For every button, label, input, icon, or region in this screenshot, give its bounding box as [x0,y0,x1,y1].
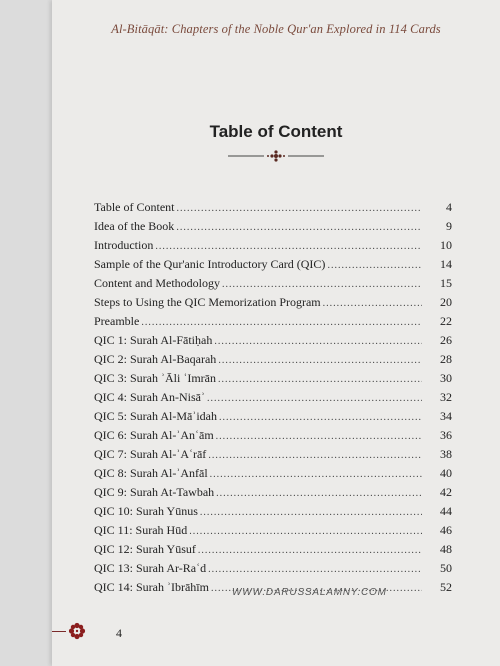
toc-entry [94,409,452,428]
toc-entry [94,466,452,485]
toc-entry [94,428,452,447]
dot-leader [189,526,422,537]
flower-icon [68,622,86,640]
toc-entry [94,542,452,561]
dot-leader [210,469,422,480]
dot-leader [207,393,422,404]
toc-entry-page: 30 [440,371,452,385]
dot-leader [216,488,422,499]
toc-entry-page: 42 [440,485,452,499]
toc-entry-title: QIC 4: Surah An-Nisāʾ [94,390,205,404]
toc-entry [94,314,452,333]
toc-entry-page: 20 [440,295,452,309]
toc-entry [94,257,452,276]
toc-entry [94,523,452,542]
dot-leader [218,355,422,366]
toc-entry [94,219,452,238]
running-head: Al-Bitāqāt: Chapters of the Noble Qur'an Explored in 114 Cards [111,22,441,36]
dot-leader [214,336,422,347]
dot-leader [216,431,422,442]
toc-entry-title: Content and Methodology [94,276,220,290]
toc-entry-title: QIC 9: Surah At-Tawbah [94,485,215,499]
toc-entry [94,504,452,523]
dot-leader [327,260,422,271]
page-number: 4 [116,626,122,640]
toc-entry [94,200,452,219]
toc-entry-page: 50 [440,561,452,575]
dot-leader [323,298,422,309]
dot-leader [208,564,422,575]
toc-entry-page: 52 [440,580,452,594]
toc-entry-title: QIC 14: Surah ʾIbrāhīm [94,580,209,594]
floral-divider-icon [228,150,324,162]
toc-entry-title: Sample of the Qur'anic Introductory Card (QIC) [94,257,326,271]
toc-entry-title: Introduction [94,238,154,252]
toc-entry [94,238,452,257]
toc-entry-title: Preamble [94,314,140,328]
table-of-contents [94,200,452,599]
toc-entry-page: 36 [440,428,452,442]
dot-leader [176,222,422,233]
toc-entry [94,333,452,352]
toc-entry [94,352,452,371]
toc-entry-page: 48 [440,542,452,556]
toc-entry-page: 32 [440,390,452,404]
toc-entry-page: 40 [440,466,452,480]
footer-rule [52,631,66,632]
toc-entry-title: QIC 11: Surah Hūd [94,523,188,537]
toc-entry-page: 38 [440,447,452,461]
toc-entry-title: QIC 5: Surah Al-Māʾidah [94,409,217,423]
toc-entry-page: 15 [440,276,452,290]
dot-leader [219,412,422,423]
page-title: Table of Content [209,122,343,141]
toc-entry-page: 22 [440,314,452,328]
watermark-text: WWW.DARUSSALAMNY.COM [232,587,387,598]
toc-entry-title: QIC 7: Surah Al-ʾAʿrāf [94,447,207,461]
dot-leader [200,507,422,518]
toc-entry-title: QIC 12: Surah Yūsuf [94,542,196,556]
toc-entry-page: 26 [440,333,452,347]
toc-entry-title: Steps to Using the QIC Memorization Program [94,295,321,309]
dot-leader [222,279,422,290]
dot-leader [198,545,422,556]
toc-entry-title: QIC 3: Surah ʾĀli ʿImrān [94,371,216,385]
toc-entry [94,485,452,504]
toc-entry-title: Table of Content [94,200,175,214]
dot-leader [208,450,422,461]
toc-entry-page: 34 [440,409,452,423]
toc-entry-page: 10 [440,238,452,252]
dot-leader [218,374,422,385]
toc-entry-title: QIC 13: Surah Ar-Raʿd [94,561,207,575]
toc-entry [94,371,452,390]
toc-entry-page: 28 [440,352,452,366]
toc-entry-title: QIC 8: Surah Al-ʾAnfāl [94,466,208,480]
toc-entry [94,295,452,314]
toc-entry [94,447,452,466]
toc-entry [94,390,452,409]
book-page [52,0,500,666]
toc-entry-title: Idea of the Book [94,219,175,233]
toc-entry-page: 14 [440,257,452,271]
toc-entry-title: QIC 10: Surah Yūnus [94,504,198,518]
toc-entry-page: 9 [446,219,452,233]
toc-entry-title: QIC 2: Surah Al-Baqarah [94,352,217,366]
toc-entry-title: QIC 6: Surah Al-ʾAnʿām [94,428,214,442]
toc-entry [94,276,452,295]
toc-entry-page: 44 [440,504,452,518]
toc-entry [94,561,452,580]
toc-entry-page: 4 [446,200,452,214]
toc-entry-title: QIC 1: Surah Al-Fātiḥah [94,333,213,347]
dot-leader [155,241,422,252]
toc-entry-page: 46 [440,523,452,537]
dot-leader [176,203,422,214]
dot-leader [141,317,422,328]
